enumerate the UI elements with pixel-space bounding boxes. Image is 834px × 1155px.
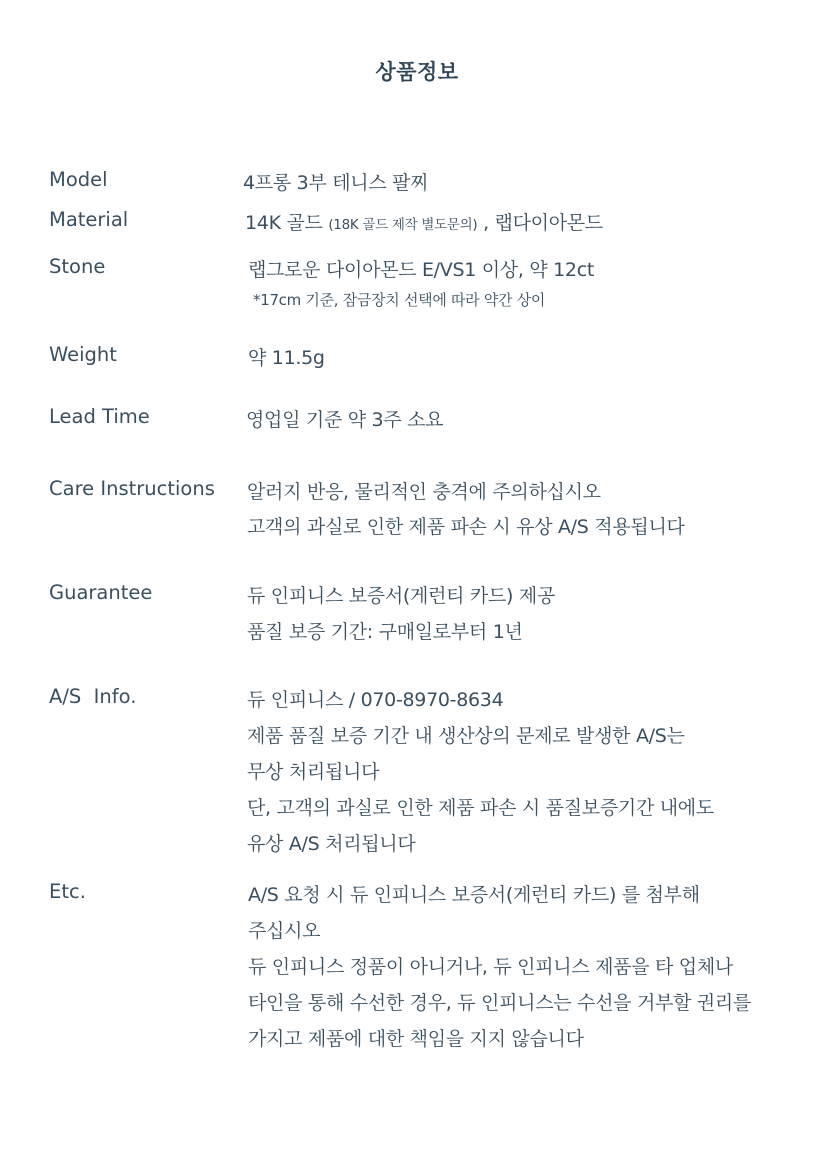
lead-time-label: Lead Time xyxy=(49,405,150,428)
etc-line: 타인을 통해 수선한 경우, 듀 인피니스는 수선을 거부할 권리를 xyxy=(248,992,752,1014)
guarantee-line: 듀 인피니스 보증서(게런티 카드) 제공 xyxy=(247,585,555,607)
guarantee-line: 품질 보증 기간: 구매일로부터 1년 xyxy=(247,621,523,643)
guarantee-label: Guarantee xyxy=(49,581,153,604)
care-label: Care Instructions xyxy=(49,477,215,500)
model-label: Model xyxy=(49,168,108,191)
stone-label: Stone xyxy=(49,255,106,278)
as-info-line: 유상 A/S 처리됩니다 xyxy=(247,833,416,855)
etc-line: 가지고 제품에 대한 책임을 지지 않습니다 xyxy=(248,1028,584,1050)
material-value-main: 14K 골드 xyxy=(245,212,323,234)
etc-line: A/S 요청 시 듀 인피니스 보증서(게런티 카드) 를 첨부해 xyxy=(248,884,700,906)
etc-line: 듀 인피니스 정품이 아니거나, 듀 인피니스 제품을 타 업체나 xyxy=(248,956,733,978)
as-info-label: A/S Info. xyxy=(49,685,137,708)
page-title: 상품정보 xyxy=(375,60,459,84)
material-value-end: , 랩다이아몬드 xyxy=(483,212,603,234)
stone-value: 랩그로운 다이아몬드 E/VS1 이상, 약 12ct xyxy=(248,259,595,281)
as-info-line: 제품 품질 보증 기간 내 생산상의 문제로 발생한 A/S는 xyxy=(247,725,685,747)
material-value-note: (18K 골드 제작 별도문의) xyxy=(328,217,478,233)
weight-value: 약 11.5g xyxy=(248,347,325,369)
stone-note: *17cm 기준, 잠금장치 선택에 따라 약간 상이 xyxy=(253,291,546,309)
as-info-line: 듀 인피니스 / 070-8970-8634 xyxy=(247,689,504,711)
weight-label: Weight xyxy=(49,343,117,366)
material-label: Material xyxy=(49,208,129,231)
care-line: 알러지 반응, 물리적인 충격에 주의하십시오 xyxy=(247,481,601,503)
etc-line: 주십시오 xyxy=(248,920,321,942)
etc-label: Etc. xyxy=(49,880,86,903)
material-value xyxy=(245,208,603,235)
as-info-line: 무상 처리됩니다 xyxy=(247,761,380,783)
care-line: 고객의 과실로 인한 제품 파손 시 유상 A/S 적용됩니다 xyxy=(247,516,685,538)
model-value: 4프롱 3부 테니스 팔찌 xyxy=(243,172,429,194)
as-info-line: 단, 고객의 과실로 인한 제품 파손 시 품질보증기간 내에도 xyxy=(247,797,714,819)
lead-time-value: 영업일 기준 약 3주 소요 xyxy=(246,409,444,431)
